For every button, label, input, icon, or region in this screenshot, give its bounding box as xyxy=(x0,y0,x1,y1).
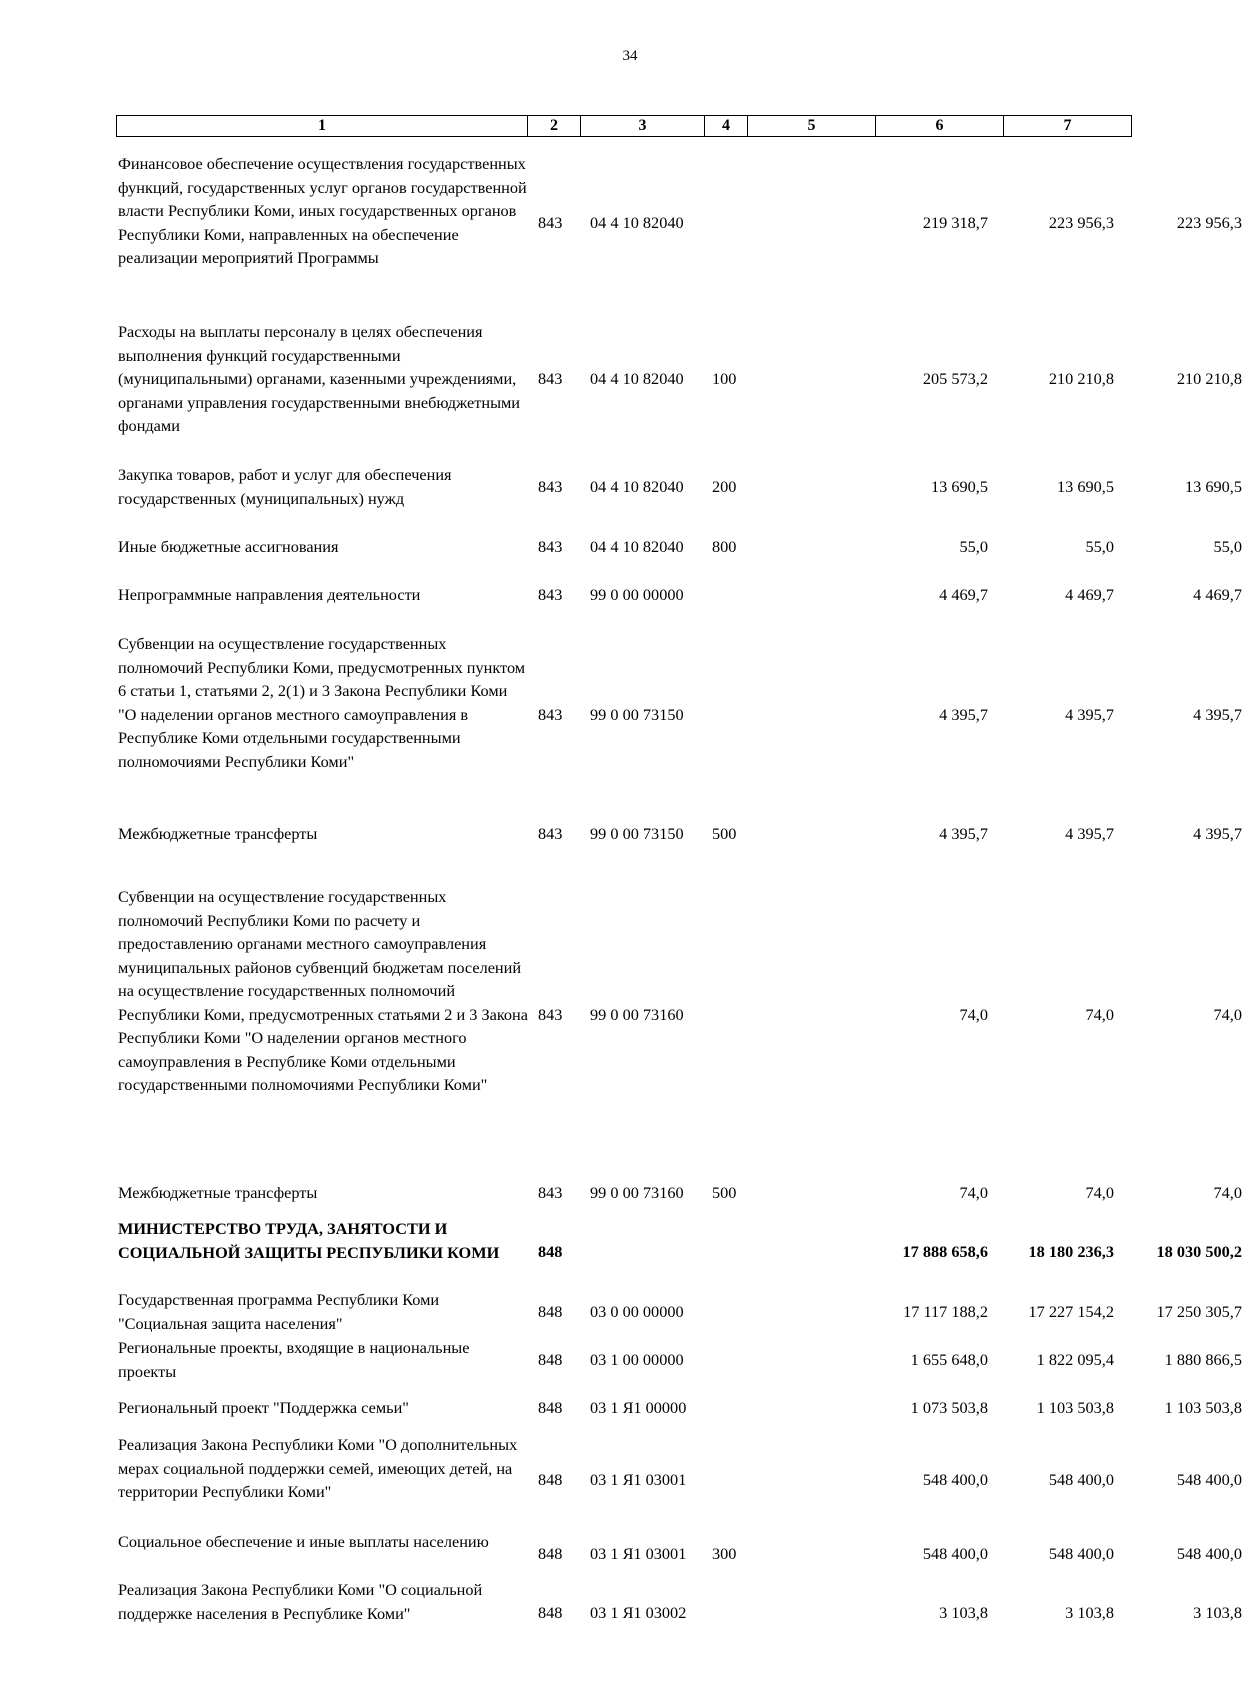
row-value-7: 74,0 xyxy=(1213,1183,1242,1202)
row-target-article: 04 4 10 82040 xyxy=(590,369,684,388)
row-value-5: 1 073 503,8 xyxy=(910,1398,988,1417)
row-target-article: 04 4 10 82040 xyxy=(590,477,684,496)
row-description: Реализация Закона Республики Коми "О социальной поддержке населения в Республике Коми" xyxy=(118,1580,483,1623)
row-value-6: 17 227 154,2 xyxy=(1028,1302,1114,1321)
page-number: 34 xyxy=(622,48,638,64)
row-value-6: 4 395,7 xyxy=(1065,705,1114,724)
row-value-5: 17 888 658,6 xyxy=(902,1242,988,1261)
row-value-7: 55,0 xyxy=(1213,537,1242,556)
row-target-article: 03 1 Я1 03001 xyxy=(590,1470,687,1489)
row-value-7: 223 956,3 xyxy=(1176,213,1242,232)
header-col-1: 1 xyxy=(117,116,528,136)
row-description: Региональные проекты, входящие в национальные проекты xyxy=(118,1338,470,1381)
row-code: 843 xyxy=(538,1183,563,1202)
row-target-article: 99 0 00 73150 xyxy=(590,824,684,843)
row-description: Непрограммные направления деятельности xyxy=(118,585,421,604)
row-value-5: 548 400,0 xyxy=(922,1544,988,1563)
row-value-6: 55,0 xyxy=(1085,537,1114,556)
row-value-7: 1 103 503,8 xyxy=(1164,1398,1242,1417)
row-description: МИНИСТЕРСТВО ТРУДА, ЗАНЯТОСТИ И СОЦИАЛЬНОЙ ЗАЩИТЫ РЕСПУБЛИКИ КОМИ xyxy=(118,1219,500,1262)
header-col-7: 7 xyxy=(1063,117,1072,134)
row-value-7: 548 400,0 xyxy=(1176,1544,1242,1563)
row-value-7: 4 395,7 xyxy=(1193,824,1242,843)
row-value-6: 3 103,8 xyxy=(1065,1603,1114,1622)
row-value-6: 548 400,0 xyxy=(1048,1544,1114,1563)
row-target-article: 99 0 00 73160 xyxy=(590,1005,684,1024)
row-value-7: 74,0 xyxy=(1213,1005,1242,1024)
row-code: 848 xyxy=(538,1544,563,1563)
row-description: Региональный проект "Поддержка семьи" xyxy=(118,1398,409,1417)
row-value-5: 4 395,7 xyxy=(939,824,988,843)
header-col-4: 4 xyxy=(705,116,748,136)
row-description: Расходы на выплаты персоналу в целях обеспечения выполнения функций государственными (муниципальными) органами, казенными учреждениями, органами управления государственными внебюджетными фондами xyxy=(118,322,521,435)
row-code: 843 xyxy=(538,824,563,843)
row-target-article: 99 0 00 73150 xyxy=(590,705,684,724)
row-code: 843 xyxy=(538,477,563,496)
row-target-article: 04 4 10 82040 xyxy=(590,213,684,232)
row-code: 843 xyxy=(538,1005,563,1024)
row-code: 843 xyxy=(538,585,563,604)
header-col-6: 6 xyxy=(876,116,1004,136)
header-col-2: 2 xyxy=(528,116,581,136)
row-target-article: 03 1 Я1 03002 xyxy=(590,1603,687,1622)
row-value-6: 1 822 095,4 xyxy=(1036,1350,1114,1369)
row-description: Иные бюджетные ассигнования xyxy=(118,537,339,556)
table-header xyxy=(116,115,1132,137)
row-value-7: 548 400,0 xyxy=(1176,1470,1242,1489)
row-value-7: 3 103,8 xyxy=(1193,1603,1242,1622)
row-expense-type: 800 xyxy=(712,537,737,556)
row-target-article: 03 1 Я1 03001 xyxy=(590,1544,687,1563)
row-description: Государственная программа Республики Коми "Социальная защита населения" xyxy=(118,1290,440,1333)
row-code: 848 xyxy=(538,1603,563,1622)
header-col-3: 3 xyxy=(581,116,705,136)
row-value-5: 55,0 xyxy=(959,537,988,556)
row-expense-type: 200 xyxy=(712,477,737,496)
row-value-5: 4 469,7 xyxy=(939,585,988,604)
row-value-6: 13 690,5 xyxy=(1057,477,1114,496)
row-target-article: 99 0 00 73160 xyxy=(590,1183,684,1202)
row-expense-type: 300 xyxy=(712,1544,737,1563)
row-description: Субвенции на осуществление государственных полномочий Республики Коми по расчету и предоставлению органами местного самоуправления муниципальных районов субвенций бюджетам поселений на осуществление государственных полномочий Республики Коми, предусмотренных статьями 2 и 3 Закона Республики Коми "О наделении органов местного самоуправления в Республике Коми отдельными государственными полномочиями Республики Коми" xyxy=(118,887,528,1094)
row-code: 848 xyxy=(538,1470,563,1489)
row-expense-type: 100 xyxy=(712,369,737,388)
row-value-6: 4 395,7 xyxy=(1065,824,1114,843)
row-code: 848 xyxy=(538,1302,563,1321)
row-target-article: 03 1 Я1 00000 xyxy=(590,1398,687,1417)
row-value-5: 548 400,0 xyxy=(922,1470,988,1489)
row-description: Закупка товаров, работ и услуг для обеспечения государственных (муниципальных) нужд xyxy=(118,465,452,508)
row-description: Социальное обеспечение и иные выплаты населению xyxy=(118,1532,489,1551)
row-value-6: 18 180 236,3 xyxy=(1028,1242,1114,1261)
row-code: 843 xyxy=(538,369,563,388)
header-col-5: 5 xyxy=(748,116,876,136)
row-value-6: 210 210,8 xyxy=(1048,369,1114,388)
row-target-article: 03 0 00 00000 xyxy=(590,1302,684,1321)
row-value-6: 548 400,0 xyxy=(1048,1470,1114,1489)
row-value-5: 4 395,7 xyxy=(939,705,988,724)
row-value-5: 219 318,7 xyxy=(922,213,988,232)
row-value-6: 74,0 xyxy=(1085,1183,1114,1202)
row-code: 848 xyxy=(538,1398,563,1417)
row-value-7: 18 030 500,2 xyxy=(1156,1242,1242,1261)
row-target-article: 03 1 00 00000 xyxy=(590,1350,684,1369)
row-code: 848 xyxy=(538,1350,563,1369)
row-code: 848 xyxy=(538,1242,563,1261)
row-value-7: 4 469,7 xyxy=(1193,585,1242,604)
row-value-7: 210 210,8 xyxy=(1176,369,1242,388)
row-value-5: 1 655 648,0 xyxy=(910,1350,988,1369)
row-value-6: 223 956,3 xyxy=(1048,213,1114,232)
row-value-5: 74,0 xyxy=(959,1183,988,1202)
row-code: 843 xyxy=(538,705,563,724)
row-value-7: 17 250 305,7 xyxy=(1156,1302,1242,1321)
row-value-6: 4 469,7 xyxy=(1065,585,1114,604)
row-value-7: 4 395,7 xyxy=(1193,705,1242,724)
row-description: Межбюджетные трансферты xyxy=(118,824,318,843)
row-target-article: 04 4 10 82040 xyxy=(590,537,684,556)
row-description: Межбюджетные трансферты xyxy=(118,1183,318,1202)
row-value-7: 1 880 866,5 xyxy=(1164,1350,1242,1369)
row-value-7: 13 690,5 xyxy=(1185,477,1242,496)
row-code: 843 xyxy=(538,213,563,232)
row-target-article: 99 0 00 00000 xyxy=(590,585,684,604)
row-value-6: 74,0 xyxy=(1085,1005,1114,1024)
row-description: Реализация Закона Республики Коми "О дополнительных мерах социальной поддержки семей, имеющих детей, на территории Республики Коми" xyxy=(118,1435,518,1501)
row-code: 843 xyxy=(538,537,563,556)
row-value-5: 205 573,2 xyxy=(922,369,988,388)
row-value-5: 3 103,8 xyxy=(939,1603,988,1622)
row-expense-type: 500 xyxy=(712,824,737,843)
row-value-5: 74,0 xyxy=(959,1005,988,1024)
row-value-5: 13 690,5 xyxy=(931,477,988,496)
row-value-5: 17 117 188,2 xyxy=(903,1302,988,1321)
row-description: Финансовое обеспечение осуществления государственных функций, государственных услуг органов государственной власти Республики Коми, иных государственных органов Республики Коми, направленных на обеспечение реализации мероприятий Программы xyxy=(118,154,527,267)
row-description: Субвенции на осуществление государственных полномочий Республики Коми, предусмотренных пунктом 6 статьи 1, статьями 2, 2(1) и 3 Закона Республики Коми "О наделении органов местного самоуправления в Республике Коми отдельными государственными полномочиями Республики Коми" xyxy=(118,634,526,771)
row-value-6: 1 103 503,8 xyxy=(1036,1398,1114,1417)
row-expense-type: 500 xyxy=(712,1183,737,1202)
